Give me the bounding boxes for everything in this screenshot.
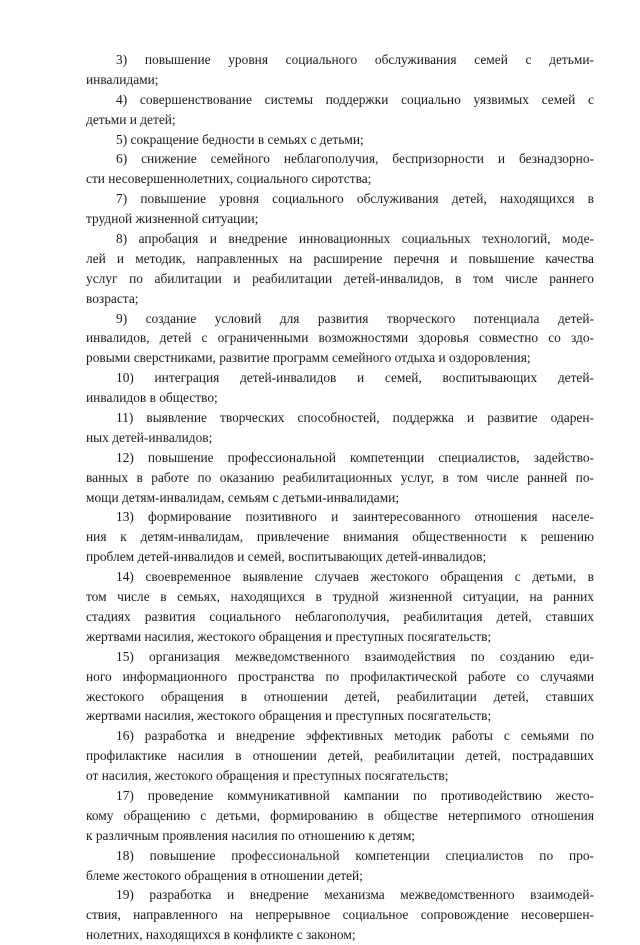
list-item xyxy=(86,189,594,229)
list-item xyxy=(86,50,594,90)
text-line: 18) повышение профессиональной компетенции специалистов по про- xyxy=(116,847,594,863)
text-line: профилактике насилия в отношении детей, реабилитации детей, пострадавших xyxy=(86,748,594,764)
text-line: ных детей-инвалидов; xyxy=(86,429,213,445)
list-item xyxy=(86,408,594,448)
text-line: ровыми сверстниками, развитие программ семейного отдыха и оздоровления; xyxy=(86,350,531,366)
list-item xyxy=(86,149,594,189)
text-line: трудной жизненной ситуации; xyxy=(86,211,259,227)
text-line: ствия, направленного на непрерывное социальное сопровождение несовершен- xyxy=(86,907,594,923)
text-line: лей и методик, направленных на расширение перечня и повышение качества xyxy=(86,250,594,266)
text-line: ния к детям-инвалидам, привлечение внимания общественности к решению xyxy=(86,529,594,545)
text-line: 11) выявление творческих способностей, поддержка и развитие одарен- xyxy=(116,410,594,426)
list-item xyxy=(86,567,594,647)
text-line: 9) создание условий для развития творческого потенциала детей- xyxy=(116,310,594,326)
text-line: ванных в работе по оказанию реабилитационных услуг, в том числе ранней по- xyxy=(86,469,594,485)
text-line: 17) проведение коммуникативной кампании по противодействию жесто- xyxy=(116,787,594,803)
text-line: стадиях развития социального неблагополучия, реабилитация детей, ставших xyxy=(86,608,594,624)
text-line: инвалидов в общество; xyxy=(86,390,218,406)
text-line: 4) совершенствование системы поддержки социально уязвимых семей с xyxy=(116,91,594,107)
text-line: 6) снижение семейного неблагополучия, беспризорности и безнадзорно- xyxy=(116,151,594,167)
list-item xyxy=(86,647,594,727)
list-item xyxy=(86,726,594,786)
text-line: инвалидами; xyxy=(86,71,159,87)
text-line: 8) апробация и внедрение инновационных социальных технологий, моде- xyxy=(116,231,594,247)
text-line: 5) сокращение бедности в семьях с детьми; xyxy=(116,131,364,147)
text-line: 10) интеграция детей-инвалидов и семей, воспитывающих детей- xyxy=(116,370,594,386)
text-line: 7) повышение уровня социального обслуживания детей, находящихся в xyxy=(116,191,594,207)
list-item xyxy=(86,130,594,150)
text-line: 14) своевременное выявление случаев жестокого обращения с детьми, в xyxy=(116,569,594,585)
list-item xyxy=(86,786,594,846)
list-item xyxy=(86,846,594,886)
list-item xyxy=(86,229,594,309)
text-line: 15) организация межведомственного взаимодействия по созданию еди- xyxy=(116,648,594,664)
text-line: к различным проявления насилия по отношению к детям; xyxy=(86,827,416,843)
text-line: 16) разработка и внедрение эффективных методик работы с семьями по xyxy=(116,728,594,744)
text-line: мощи детям-инвалидам, семьям с детьми-инвалидами; xyxy=(86,489,400,505)
text-line: проблем детей-инвалидов и семей, воспитывающих детей-инвалидов; xyxy=(86,549,487,565)
item-list xyxy=(86,50,594,945)
text-line: том числе в семьях, находящихся в трудной жизненной ситуации, на ранних xyxy=(86,589,594,605)
list-item xyxy=(86,448,594,508)
text-line: сти несовершеннолетних, социального сиротства; xyxy=(86,171,372,187)
text-line: 19) разработка и внедрение механизма межведомственного взаимодей- xyxy=(116,887,594,903)
list-item xyxy=(86,90,594,130)
text-line: от насилия, жестокого обращения и преступных посягательств; xyxy=(86,768,449,784)
list-item xyxy=(86,885,594,945)
text-line: жертвами насилия, жестокого обращения и преступных посягательств; xyxy=(86,628,492,644)
text-line: блеме жестокого обращения в отношении детей; xyxy=(86,867,363,883)
text-line: кому обращению с детьми, формированию в обществе нетерпимого отношения xyxy=(86,807,594,823)
text-line: услуг по абилитации и реабилитации детей-инвалидов, в том числе раннего xyxy=(86,270,594,286)
text-line: 13) формирование позитивного и заинтересованного отношения населе- xyxy=(116,509,594,525)
text-line: инвалидов, детей с ограниченными возможностями здоровья совместно со здо- xyxy=(86,330,594,346)
list-item xyxy=(86,309,594,369)
list-item xyxy=(86,507,594,567)
text-line: 12) повышение профессиональной компетенции специалистов, задейство- xyxy=(116,449,594,465)
text-line: детьми и детей; xyxy=(86,111,176,127)
text-line: возраста; xyxy=(86,290,139,306)
list-item xyxy=(86,368,594,408)
text-line: 3) повышение уровня социального обслуживания семей с детьми- xyxy=(116,52,594,67)
text-line: жертвами насилия, жестокого обращения и преступных посягательств; xyxy=(86,708,492,724)
text-line: нолетних, находящихся в конфликте с законом; xyxy=(86,927,356,943)
text-line: ного информационного пространства по профилактической работе со случаями xyxy=(86,668,594,684)
text-line: жестокого обращения в отношении детей, реабилитации детей, ставших xyxy=(86,688,594,704)
